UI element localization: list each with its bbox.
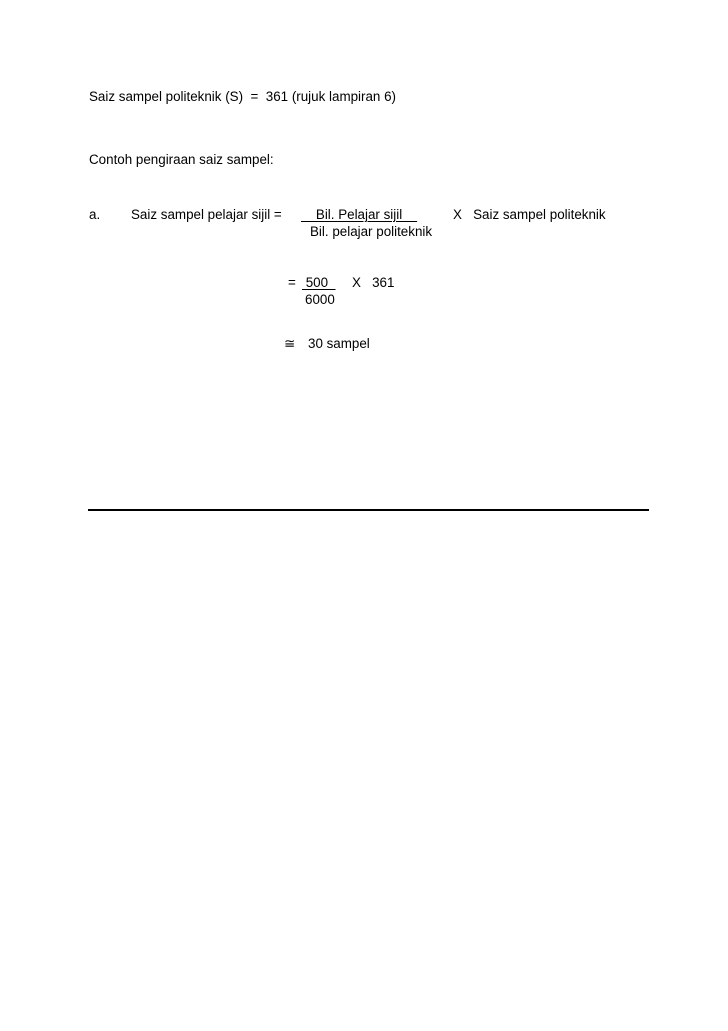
fraction-denominator: Bil. pelajar politeknik [310, 224, 433, 239]
result-text: 30 sampel [308, 336, 370, 351]
step2-denominator: 6000 [305, 292, 335, 307]
item-a-label: Saiz sampel pelajar sijil = [131, 207, 282, 222]
step2-numerator: 500 [302, 275, 336, 290]
multiply-label: X Saiz sampel politeknik [453, 207, 606, 222]
example-heading: Contoh pengiraan saiz sampel: [89, 152, 274, 167]
approx-symbol: ≅ [284, 336, 296, 351]
step2-equals: = [288, 275, 296, 290]
step2-multiply: X 361 [352, 275, 395, 290]
horizontal-rule [88, 509, 649, 511]
sample-size-statement: Saiz sampel politeknik (S) = 361 (rujuk lampiran 6) [89, 89, 396, 104]
item-a-marker: a. [89, 207, 101, 222]
fraction-numerator: Bil. Pelajar sijil [301, 207, 418, 222]
